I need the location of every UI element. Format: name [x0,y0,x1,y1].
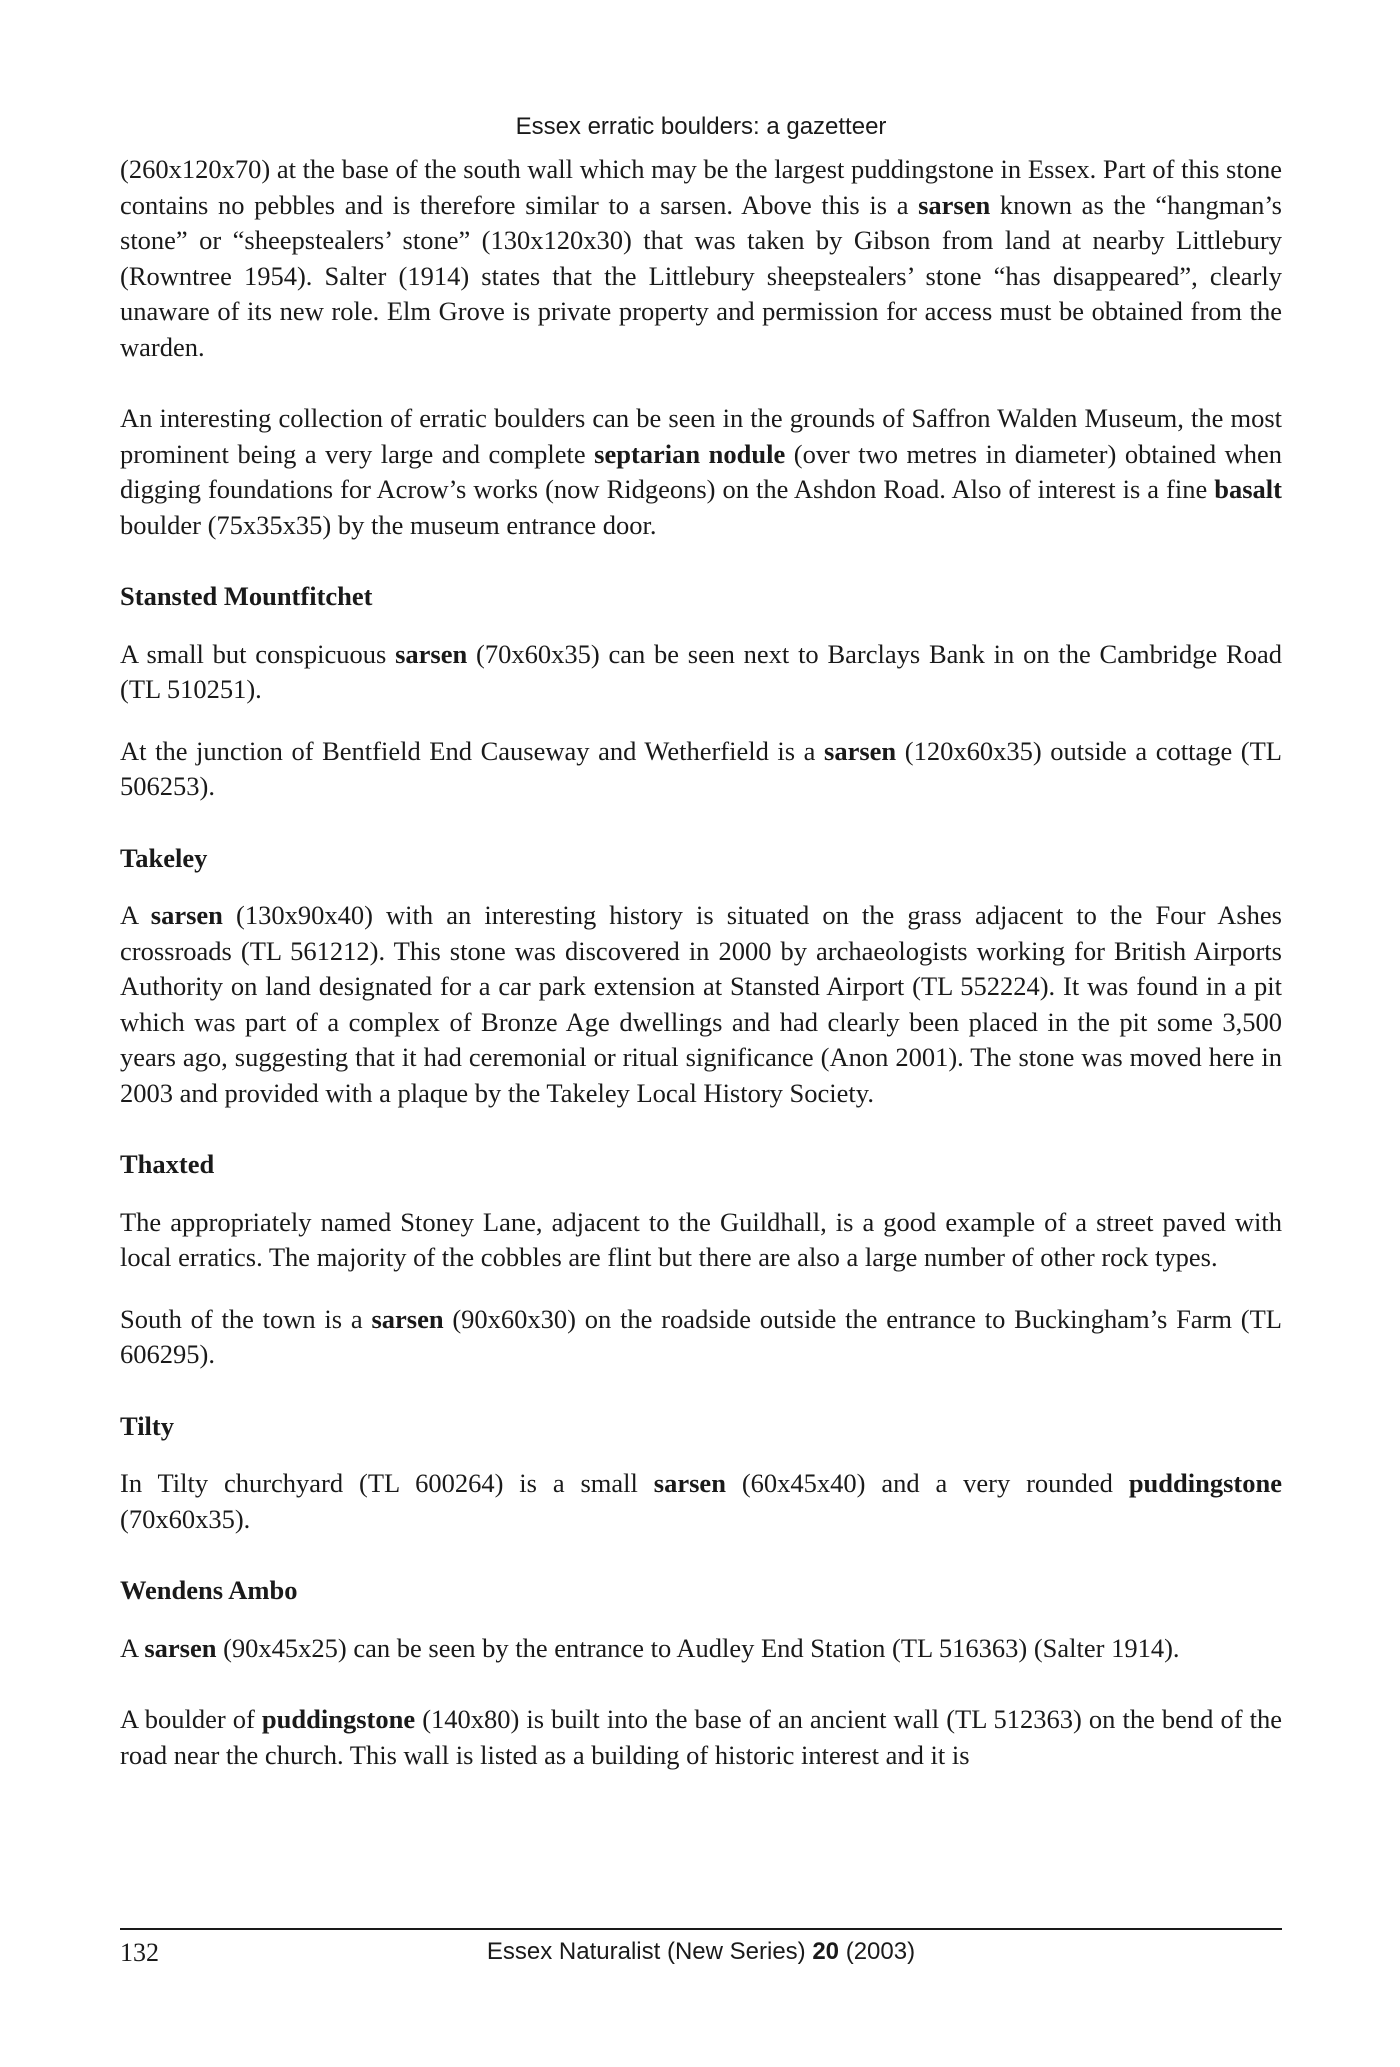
text-run: (90x45x25) can be seen by the entrance to Audley End Station (TL 516363) (Salter 1914). [216,1632,1180,1663]
section-heading-takeley: Takeley [120,842,208,873]
paragraph-takeley [120,898,1282,1111]
text-run: An interesting collection of erratic boulders can be seen in the grounds of Saffron Walden Museum, the most prominent being a very large and complete [120,403,1282,469]
text-run: South of the town is a [120,1303,372,1334]
journal-year: (2003) [839,1938,916,1965]
section-heading-wendens-ambo: Wendens Ambo [120,1575,298,1605]
section-heading-tilty: Tilty [120,1410,174,1441]
text-run: (130x90x40) with an interesting history is situated on the grass adjacent to the Four Ashes crossroads (TL 561212). This stone was discovered in 2000 by archaeologists working for British Airports Authority on land designated for a car park extension at Stansted Airport (TL 552224). It was found in a pit which was part of a complex of Bronze Age dwellings and had clearly been placed in the pit some 3,500 years ago, suggesting that it had ceremonial or ritual significance (Anon 2001). The stone was moved here in 2003 and provided with a plaque by the Takeley Local History Society. [120,900,1282,1108]
rock-type-term: sarsen [653,1468,726,1498]
page-content [120,112,1282,1809]
text-run: boulder (75x35x35) by the museum entrance door. [120,509,657,540]
text-run: The appropriately named Stoney Lane, adjacent to the Guildhall, is a good example of a street paved with local erratics. The majority of the cobbles are flint but there are also a large number of other rock types. [120,1206,1282,1272]
text-run: A boulder of [120,1704,262,1734]
paragraph-elm-grove [120,152,1282,365]
rock-type-term: sarsen [395,638,468,669]
text-run: (140x80) is built into the base of an ancient wall (TL 512363) on the bend of the road near the church. This wall is listed as a building of historic interest and it is [120,1704,1283,1770]
rock-type-term: septarian nodule [594,438,786,469]
page-footer [120,1938,1282,1972]
rock-type-term: sarsen [918,189,991,220]
rock-type-term: puddingstone [261,1704,416,1734]
text-run: (60x45x40) and a very rounded [725,1468,1129,1498]
article-body [120,152,1282,1773]
footer-rule [120,1928,1282,1930]
section-heading-thaxted: Thaxted [120,1149,215,1179]
journal-citation [120,1938,1282,1966]
text-run: A [120,1632,145,1663]
rock-type-term: puddingstone [1128,1468,1283,1498]
text-run: In Tilty churchyard (TL 600264) is a small [120,1468,654,1498]
rock-type-term: sarsen [824,735,897,766]
rock-type-term: basalt [1214,474,1282,504]
paragraph-thaxted-buckinghams-farm [120,1302,1282,1373]
text-run: (70x60x35) can be seen next to Barclays Bank in on the Cambridge Road (TL 510251). [120,638,1282,704]
paragraph-tilty [120,1466,1282,1537]
running-head: Essex erratic boulders: a gazetteer [515,113,887,140]
text-run: (over two metres in diameter) obtained when digging foundations for Acrow’s works (now Ridgeons) on the Ashdon Road. Also of interest is a fine [120,438,1282,504]
paragraph-wendens-ancient-wall [120,1702,1282,1773]
text-run: A [120,900,151,930]
text-run: (70x60x35). [120,1503,251,1534]
text-run: At the junction of Bentfield End Causeway and Wetherfield is a [120,735,825,766]
journal-volume: 20 [812,1938,840,1965]
rock-type-term: sarsen [144,1632,217,1663]
text-run: (90x60x30) on the roadside outside the entrance to Buckingham’s Farm (TL 606295). [120,1303,1282,1369]
rock-type-term: sarsen [150,900,223,930]
page-number: 132 [120,1938,159,1967]
rock-type-term: sarsen [371,1303,444,1334]
section-heading-stansted-mountfitchet: Stansted Mountfitchet [120,581,373,611]
journal-name: Essex Naturalist (New Series) [486,1938,813,1965]
paragraph-wendens-audley-end [120,1631,1282,1667]
paragraph-stansted-bentfield [120,734,1282,805]
text-run: A small but conspicuous [120,638,396,669]
paragraph-saffron-walden-museum [120,401,1282,543]
text-run: (120x60x35) outside a cottage (TL 506253). [120,735,1282,801]
text-run: (260x120x70) at the base of the south wall which may be the largest puddingstone in Essex. Part of this stone contains no pebbles and is therefore similar to a sarsen. Above this is a [120,154,1282,220]
text-run: known as the “hangman’s stone” or “sheepstealers’ stone” (130x120x30) that was taken by Gibson from land at nearby Littlebury (Rowntree 1954). Salter (1914) states that the Littlebury sheepstealers’ stone “has disappeared”, clearly unaware of its new role. Elm Grove is private property and permission for access must be obtained from the warden. [120,189,1282,362]
paragraph-stansted-barclays [120,637,1282,708]
paragraph-thaxted-stoney-lane [120,1205,1282,1276]
